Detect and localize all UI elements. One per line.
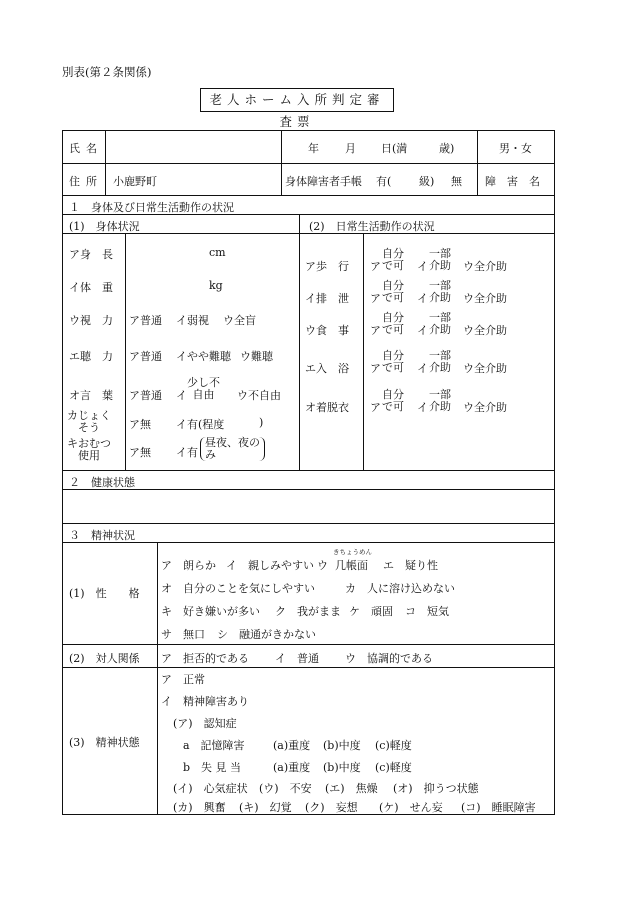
mental-delirium: (ケ) せん妄 [379, 801, 443, 814]
personality-meticulous-prefix: ウ [317, 559, 339, 572]
adl-option-full: ウ全介助 [463, 292, 507, 305]
certificate-label: 身体障害者手帳 [285, 175, 362, 188]
mental-disorder: イ 精神障害あり [161, 695, 249, 708]
relation-label: (2) 対人関係 [69, 652, 140, 665]
reference-label: 別表(第２条関係) [62, 65, 152, 79]
adl-item-label: イ排 泄 [305, 292, 349, 305]
section3-title-row [63, 524, 554, 543]
mental-state-label: (3) 精神状態 [69, 736, 140, 749]
speech-slight-prefix: イ [176, 389, 187, 402]
age-label: 歳) [439, 142, 455, 155]
disability-name-label: 障 害 名 [485, 175, 540, 188]
mental-depression: (オ) 抑うつ状態 [393, 782, 479, 795]
adl-option-partial-prefix: イ [417, 401, 428, 414]
vision-label: ウ視 力 [69, 314, 113, 327]
relation-cooperative: ウ 協調的である [345, 652, 433, 665]
personality-meticulous-ruby: きちょうめん [333, 548, 372, 556]
adl-item-label: エ入 浴 [305, 362, 349, 375]
disorientation-mild: (c)軽度 [375, 761, 412, 774]
vision-blind: ウ全盲 [223, 314, 256, 327]
adl-option-self: 自分 で可 [382, 279, 404, 304]
mental-anxiety: (ウ) 不安 [259, 782, 312, 795]
adl-option-partial: 一部 介助 [429, 349, 451, 374]
adl-header: (2) 日常生活動作の状況 [309, 220, 435, 233]
hearing-label: エ聴 力 [69, 350, 113, 363]
speech-normal: ア普通 [129, 389, 162, 402]
mental-hypochondria: (イ) 心気症状 [173, 782, 248, 795]
adl-option-partial: 一部 介助 [429, 311, 451, 336]
speech-slight: 少し不 自由 [187, 376, 220, 401]
personality-meticulous: 几帳面 [335, 559, 368, 572]
bedsore-none: ア無 [129, 418, 151, 431]
gender-label: 男・女 [499, 142, 532, 155]
adl-option-self: 自分 で可 [382, 247, 404, 272]
mental-state-row [63, 668, 554, 814]
diaper-label: キおむつ 使用 [67, 437, 111, 462]
personality-cheerful: ア 朗らか [161, 559, 216, 572]
memory-mild: (c)軽度 [375, 739, 412, 752]
mental-excitement: (カ) 興奮 [173, 801, 226, 814]
relation-normal: イ 普通 [275, 652, 319, 665]
disorientation-label: b 失 見 当 [183, 761, 242, 774]
personality-row [63, 543, 554, 645]
hearing-slight: イやや難聴 [176, 350, 231, 363]
adl-option-self: 自分 で可 [382, 388, 404, 413]
bedsore-close: ) [259, 416, 264, 429]
relation-negative: ア 拒否的である [161, 652, 249, 665]
year-label: 年 [308, 142, 319, 155]
adl-item-label: オ着脱衣 [305, 401, 349, 414]
adl-option-self-prefix: ア [370, 260, 381, 273]
address-value: 小鹿野町 [113, 175, 157, 188]
adl-option-partial-prefix: イ [417, 324, 428, 337]
adl-option-partial-prefix: イ [417, 362, 428, 375]
adl-option-partial-prefix: イ [417, 292, 428, 305]
day-age-label: 日(満 [381, 142, 408, 155]
speech-label: オ言 葉 [69, 389, 113, 402]
diaper-none: ア無 [129, 446, 151, 459]
personality-friendly: イ 親しみやすい [226, 559, 314, 572]
adl-option-full: ウ全介助 [463, 260, 507, 273]
adl-option-full: ウ全介助 [463, 401, 507, 414]
certificate-none: 無 [451, 175, 462, 188]
section2-title: ２ 健康状態 [69, 476, 135, 489]
height-label: ア身 長 [69, 248, 113, 261]
month-label: 月 [345, 142, 356, 155]
health-status-field[interactable] [63, 490, 554, 524]
memory-moderate: (b)中度 [323, 739, 361, 752]
vision-weak: イ弱視 [176, 314, 209, 327]
vision-normal: ア普通 [129, 314, 162, 327]
adl-option-self-prefix: ア [370, 292, 381, 305]
body-status-header: (1) 身体状況 [69, 220, 140, 233]
mental-dementia: (ア) 認知症 [173, 717, 237, 730]
personality-quiet: サ 無口 [161, 628, 205, 641]
personality-stubborn: ケ 頑固 [349, 605, 393, 618]
section1-subheader-row [63, 215, 554, 234]
personality-short-tempered: コ 短気 [405, 605, 449, 618]
personality-selfish: ク 我がまま [275, 605, 341, 618]
memory-severe: (a)重度 [273, 739, 311, 752]
assessment-form [62, 130, 555, 815]
mental-agitation: (エ) 焦燥 [325, 782, 378, 795]
section1-title: １ 身体及び日常生活動作の状況 [69, 201, 234, 214]
adl-option-self: 自分 で可 [382, 349, 404, 374]
personality-not-fitting-in: カ 人に溶け込めない [345, 582, 455, 595]
adl-option-partial: 一部 介助 [429, 247, 451, 272]
address-label: 住所 [69, 175, 103, 188]
adl-option-self-prefix: ア [370, 324, 381, 337]
personality-label: (1) 性 格 [69, 587, 140, 600]
personality-picky: キ 好き嫌いが多い [161, 605, 260, 618]
name-label: 氏名 [69, 142, 103, 155]
height-unit: cm [209, 246, 226, 259]
form-title: 老人ホーム入所判定審査票 [200, 88, 394, 112]
weight-unit: kg [209, 279, 223, 292]
adl-option-partial: 一部 介助 [429, 388, 451, 413]
body-adl-block [63, 234, 554, 471]
adl-option-full: ウ全介助 [463, 324, 507, 337]
adl-item-label: ウ食 事 [305, 324, 349, 337]
adl-option-partial-prefix: イ [417, 260, 428, 273]
adl-option-partial: 一部 介助 [429, 279, 451, 304]
diaper-have: イ有 [176, 446, 198, 459]
bedsore-label: カじょく そう [67, 409, 111, 434]
adl-option-self-prefix: ア [370, 362, 381, 375]
relation-row [63, 645, 554, 668]
memory-disorder-label: a 記憶障害 [183, 739, 245, 752]
disorientation-severe: (a)重度 [273, 761, 311, 774]
hearing-deaf: ウ難聴 [240, 350, 273, 363]
personality-inflexible: シ 融通がきかない [217, 628, 316, 641]
certificate-grade: 級) [419, 175, 435, 188]
adl-option-self-prefix: ア [370, 401, 381, 414]
speech-impaired: ウ不自由 [237, 389, 281, 402]
row-name [63, 131, 554, 164]
mental-hallucination: (キ) 幻覚 [239, 801, 292, 814]
certificate-have: 有( [376, 175, 392, 188]
section1-title-row [63, 196, 554, 215]
section3-title: ３ 精神状況 [69, 529, 135, 542]
section2-title-row [63, 471, 554, 490]
personality-suspicious: エ 疑り性 [383, 559, 438, 572]
adl-item-label: ア歩 行 [305, 260, 349, 273]
adl-option-self: 自分 で可 [382, 311, 404, 336]
disorientation-moderate: (b)中度 [323, 761, 361, 774]
personality-self-conscious: オ 自分のことを気にしやすい [161, 582, 315, 595]
adl-option-full: ウ全介助 [463, 362, 507, 375]
mental-normal: ア 正常 [161, 673, 205, 686]
diaper-options: 昼夜、夜の み [200, 437, 265, 461]
hearing-normal: ア普通 [129, 350, 162, 363]
weight-label: イ体 重 [69, 281, 113, 294]
mental-sleep-disorder: (コ) 睡眠障害 [461, 801, 536, 814]
bedsore-have: イ有(程度 [176, 418, 225, 431]
row-address [63, 164, 554, 196]
mental-delusion: (ク) 妄想 [305, 801, 358, 814]
